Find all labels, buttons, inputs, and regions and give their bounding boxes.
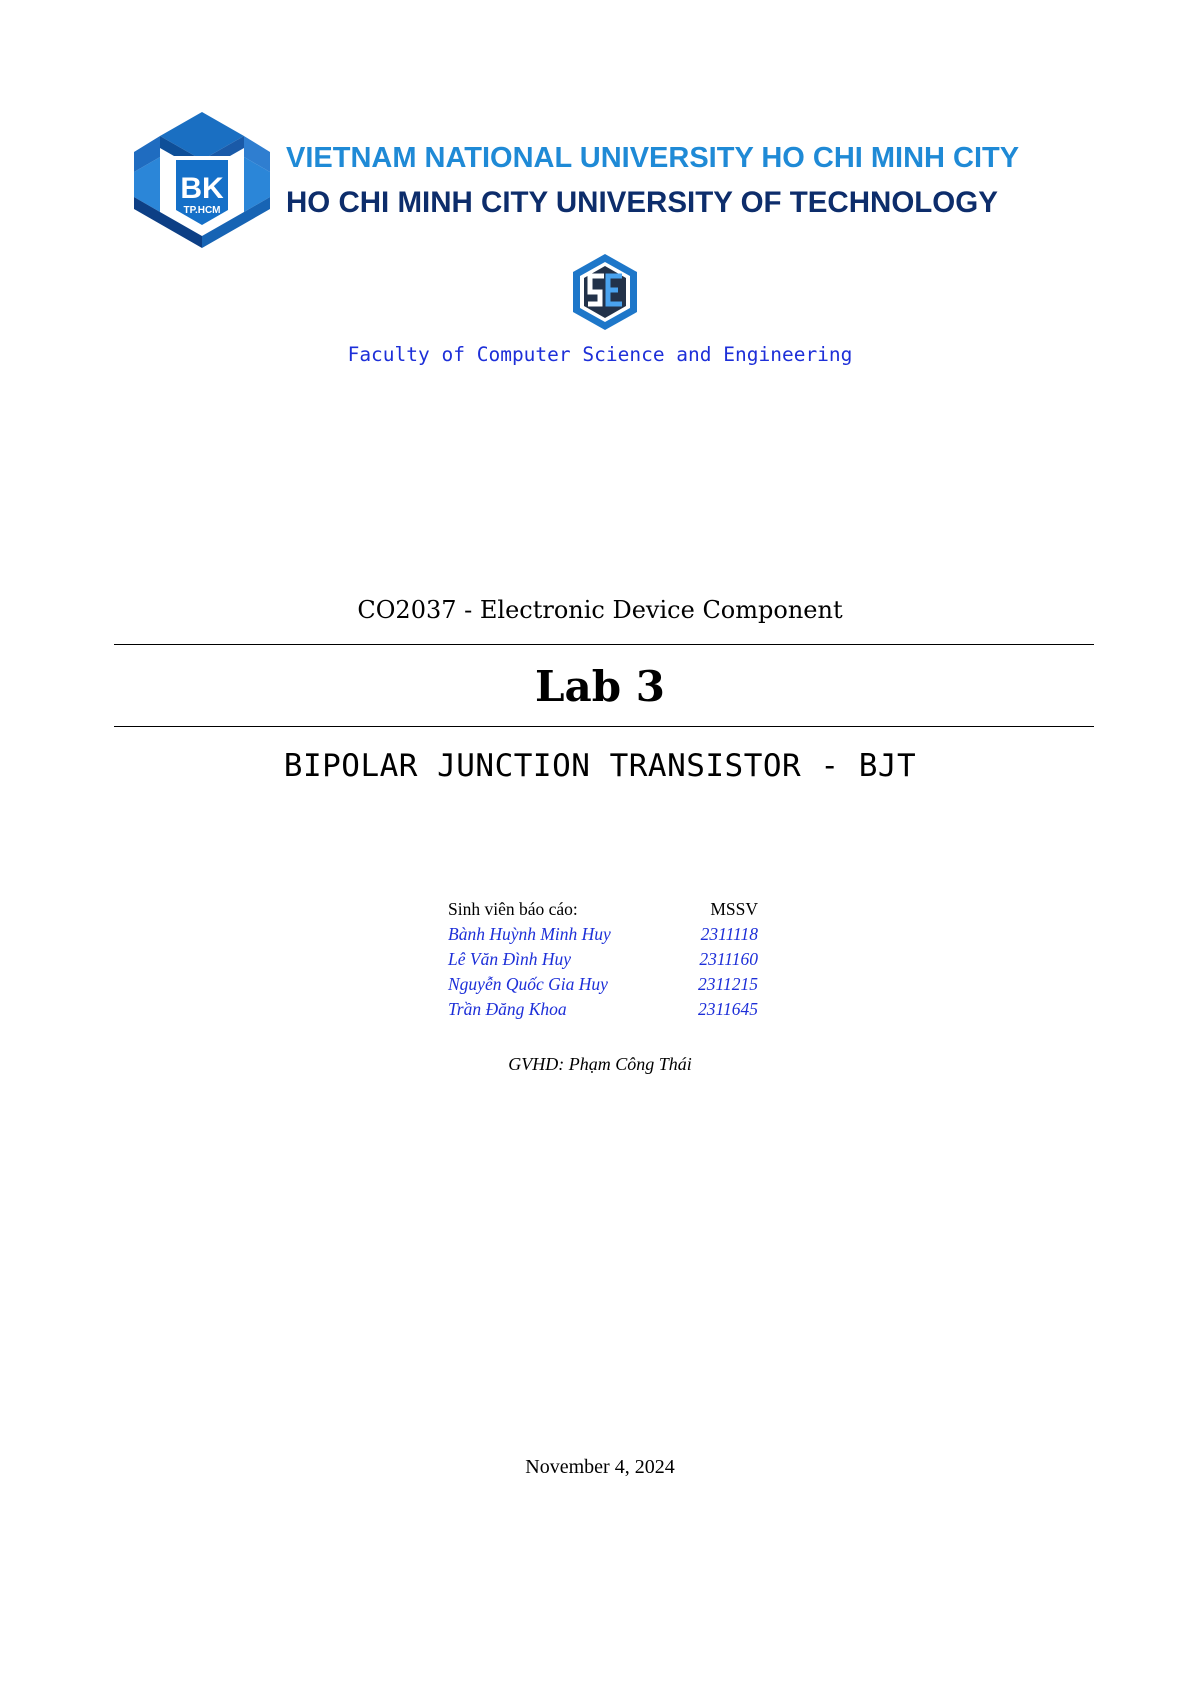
horizontal-rule-bottom [114, 726, 1094, 727]
bk-logo-subtext: TP.HCM [183, 205, 221, 216]
faculty-name: Faculty of Computer Science and Engineering [347, 343, 853, 366]
university-name-line-1: VIETNAM NATIONAL UNIVERSITY HO CHI MINH CITY [286, 142, 1020, 174]
student-table-header [448, 896, 758, 922]
bk-logo-text: BK [180, 172, 224, 205]
student-table [448, 896, 758, 1022]
horizontal-rule-top [114, 644, 1094, 645]
student-name: Nguyễn Quốc Gia Huy [448, 974, 608, 994]
table-row [448, 947, 758, 972]
bk-university-logo [134, 112, 270, 248]
student-id: 2311215 [698, 974, 758, 994]
student-id: 2311118 [700, 924, 758, 944]
table-row [448, 997, 758, 1022]
student-name-header: Sinh viên báo cáo: [448, 898, 578, 919]
student-id: 2311160 [699, 949, 758, 969]
course-title: CO2037 - Electronic Device Component [357, 596, 843, 624]
student-id: 2311645 [698, 999, 758, 1019]
university-name-line-2: HO CHI MINH CITY UNIVERSITY OF TECHNOLOGY [286, 186, 998, 219]
student-name: Trần Đăng Khoa [448, 999, 567, 1019]
lab-title: Lab 3 [535, 662, 665, 711]
cse-faculty-logo [570, 252, 640, 332]
student-name: Lê Văn Đình Huy [448, 949, 571, 969]
student-name: Bành Huỳnh Minh Huy [448, 924, 611, 944]
table-row [448, 972, 758, 997]
student-id-header: MSSV [710, 898, 758, 919]
lab-subtitle: BIPOLAR JUNCTION TRANSISTOR - BJT [283, 748, 917, 784]
table-row [448, 922, 758, 947]
instructor: GVHD: Phạm Công Thái [508, 1054, 692, 1074]
report-date: November 4, 2024 [525, 1456, 675, 1478]
